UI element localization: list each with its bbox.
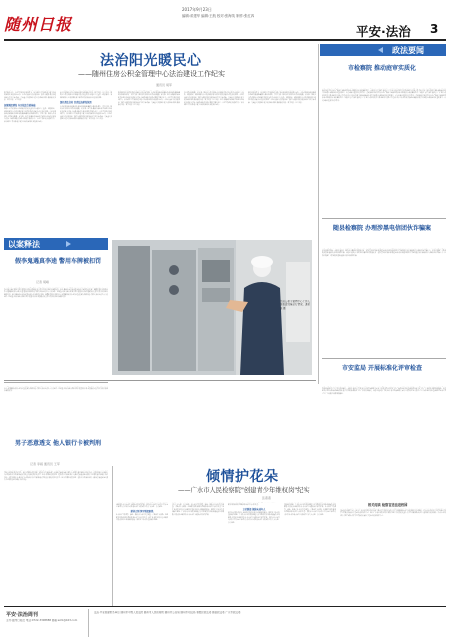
feature-subhead-1: 建章立制 筑牢制度防线 [130,510,154,514]
band-arrow-icon [66,241,71,247]
news-item-1-text: 本报讯 记者 张玲 通讯员 王军 近日,市检察院召开推进庭审实质化工作会议,要求全市检察机关强化证据意识,提升出庭能力,确保庭审在查明事实、认定证据中发挥决定性作用。会议强调,要以审判为中心,严格落实证据裁判原则,不断提高办案质量和效率。本报讯 记者 张玲 通讯员 王军 近日,市检察院召开推进庭审实质化工作会议,要求全市检察机关强化证据意识,提升出庭能力,确保庭审在查明事实、认定证据中发挥决定性作用。会议强调,要以审判为中心,严格落实证据裁判原则,不断提高办案质量和效率。本报讯 记者 张玲 通讯员 王军 近日,市检察院召开推进庭审实质化工作会议,要求全市检察机关强化证据意识,提升出庭能力,确保庭审在查明事实、认定证据中发挥决定性作用。会议强调,要以审判为中心,严格落实证据裁判原则,不断提高办案质量和效率。本报讯 记者 张玲 通讯员 王军 近日,市检察院召开推进庭审实质化工作会议,要求全市检察机关强化证据意识,提升出庭能力,确保庭审在查明事实、认定证据中发挥决定性作用。 [322,88,446,102]
footer-contact: 主办:随州日报社 电话:0722-3308888 邮箱:szrb@163.com [6,619,78,622]
news-2-headline: 随县检察院 办理涉黑电信团伙诈骗案 [332,225,432,232]
feature-sidebar-title: 相关阅读 检察官送法进校园 [368,503,408,507]
story-2-byline: 记者 李娟 通讯员 王军 [30,462,60,466]
footer-divider [88,609,89,637]
lead-column-5: 近年来,随州住房公积金管理中心以法治建设为引领,全面推进依法行政,不断提升服务水平。中心坚持把法治建设作为一项基础性工作来抓,建立健全各项规章制度,规范权力运行。中心不断深化放管服改革,优化审批流程,精简办事材料,推行一次性告知、限时办结等制度,让群众少跑腿、好办事。围绕七五普法规划,中心积极开展法治宣传活动,通过上门宣传、政策解读、案例讲解等方式,提高缴存职工和单位的法律意识,营造良好氛围。中心认真落实法治建设第一责任人职责,将法治建设纳入年度目标考核。完善重大决策程序,建立法律顾问制度,做到依法决策、科学决策、民主决策。 [248,90,316,104]
footer-paper-name: 平安·法治周刊 [6,612,38,618]
lead-bottom-rule [4,380,316,381]
news-item-2-text: 本报讯 通讯员 刘勇 近日,随县检察院依法对一起涉黑电信诈骗团伙提起公诉,该团伙通过网络平台虚构投资项目骗取被害人钱财,涉案金额巨大。检察官提醒广大群众提高警惕,谨防各类电信网络诈骗。本报讯 通讯员 刘勇 近日,随县检察院依法对一起涉黑电信诈骗团伙提起公诉,该团伙通过网络平台虚构投资项目骗取被害人钱财,涉案金额巨大。检察官提醒广大群众提高警惕,谨防各类电信网络诈骗。本报讯 通讯员 刘勇 近日,随县检察院依法对一起涉黑电信诈骗团伙提起公诉,该团伙通过网络平台虚构投资项目骗取被害人钱财,涉案金额巨大。检察官提醒广大群众提高警惕,谨防各类电信网络诈骗。 [322,248,446,257]
band-arrow-icon [378,47,383,53]
date-line: 2017年9月23日 [182,7,212,12]
feature-sidebar-text: 近日,广水市检察院检察官来到当地中学开展法治宣传,为学生讲解预防未成年人犯罪相关法律知识。活动中,检察官结合典型案例,引导学生增强法治意识,学会运用法律保护自己。近日,广水市检察院检察官来到当地中学开展法治宣传,为学生讲解预防未成年人犯罪相关法律知识。活动中,检察官结合典型案例,引导学生增强法治意识,学会运用法律保护自己。近日,广水市检察院检察官来到当地中学开展法治宣传,为学生讲解预防未成年人犯罪相关法律知识。活动中,检察官结合典型案例,引导学生增强法治意识,学会运用法律保护自己。 [340,508,446,517]
case-law-story-1-title [10,258,106,266]
lead-column-2: 中心认真落实法治建设第一责任人职责,将法治建设纳入年度目标考核。完善重大决策程序,建立法律顾问制度,做到依法决策、科学决策、民主决策。围绕七五普法规划,中心积极开展法治宣传活动,通过上门宣传、政策解读、案例讲解等方式,提高缴存职工和单位的法律意识,营造良好氛围。 深化普法宣传 营造法治建设氛围 中心不断深化放管服改革,优化审批流程,精简办事材料,推行一次性告知、限时办结等制度,让群众少跑腿、好办事。近年来,随州住房公积金管理中心以法治建设为引领,全面推进依法行政,不断提升服务水平。中心坚持把法治建设作为一项基础性工作来抓,建立健全各项规章制度,规范权力运行。中心认真落实法治建设第一责任人职责,将法治建设纳入年度目标考核。完善重大决策程序,建立法律顾问制度,做到依法决策、科学决策、民主决策。 [60,90,112,121]
news-item-3-text: 本报讯 通讯员 李明 近日,市安监局组织专家对全市部分企业开展安全生产标准化评审检查,督促企业落实安全生产主体责任,消除事故隐患。检查组要求企业对照标准逐项整改,建立长效机制,确保安全生产形势持续稳定。本报讯 通讯员 李明 近日,市安监局组织专家对全市部分企业开展安全生产标准化评审检查,督促企业落实安全生产主体责任,消除事故隐患。检查组要求企业对照标准逐项整改,建立长效机制,确保安全生产形势持续稳定。本报讯 通讯员 李明 近日,市安监局组织专家对全市部分企业开展安全生产标准化评审检查,督促企业落实安全生产主体责任,消除事故隐患。 [322,386,446,395]
footer-listings: 法治·平安创建联系单位 随州市中级人民法院 随州市人民检察院 随州市公安局 随州市司法局 曾都区政法委 随县政法委 广水市政法委 [94,611,241,614]
case-law-band [4,238,108,250]
lead-title: 法治阳光暖民心 [100,53,202,69]
lead-subhead-1: 加强制度建设 夯实依法行政基础 [4,103,36,107]
photo-caption: 住房公积金管理中心工作人员检查设备运行情况。通讯员 摄 [280,300,310,310]
news-1-headline: 市检察院 推动庭审实质化 [347,65,417,72]
lead-subtitle: ——随州住房公积金管理中心法治建设工作纪实 [78,70,225,78]
story-1-text: 近日,随州市公安局交警支队在日常巡查中发现一辆悬挂警用车牌的小车,交警随即对该车进行检查,发现车牌系伪造,驾驶人刘某无法出示合法证件。经调查,刘某为图方便私自购买假警用车牌,交警依法对其作出罚款并扣留车辆的处罚。近日,随州市公安局交警支队在日常巡查中发现一辆悬挂警用车牌的小车,交警随即对该车进行检查,发现车牌系伪造,驾驶人刘某无法出示合法证件。经调查,刘某为图方便私自购买假警用车牌,交警依法对其作出罚款并扣留车辆的处罚。近日,随州市公安局交警支队在日常巡查中发现一辆悬挂警用车牌的小车,交警随即对该车进行检查,发现车牌系伪造,驾驶人刘某无法出示合法证件。经调查,刘某为图方便私自购买假警用车牌,交警依法对其作出罚款并扣留车辆的处罚。 [4,287,108,299]
feature-title: 倾情护花朵 [206,469,279,485]
lead-subhead-2: 深化普法宣传 营造法治建设氛围 [60,101,92,105]
feature-column-2: 该院成立未成年人检察工作办公室,配备专门检察官,对涉及未成年人的案件实行专人办理、专门管理。在办案中坚持教育、感化、挽救方针,落实社会调查、合适成年人到场、心理疏导等特殊制度,帮助涉罪未成年人回归社会。近年来,该院检察官走进校园开展法治讲座,讲解校园欺凌、网络安全等内容,受到师生欢迎。广水市人民检察院以创建青少年维权岗为契机,积极履行检察职能,开展法治进校园活动,为未成年人健康成长保驾护航。 [172,502,224,516]
masthead-rule [4,39,446,41]
footer-rule [4,606,446,607]
lead-column-3: 围绕七五普法规划,中心积极开展法治宣传活动,通过上门宣传、政策解读、案例讲解等方式,提高缴存职工和单位的法律意识,营造良好氛围。中心不断深化放管服改革,优化审批流程,精简办事材料,推行一次性告知、限时办结等制度,让群众少跑腿、好办事。近年来,随州住房公积金管理中心以法治建设为引领,全面推进依法行政,不断提升服务水平。中心坚持把法治建设作为一项基础性工作来抓,建立健全各项规章制度,规范权力运行。中心认真落实法治建设第一责任人职责,将法治建设纳入年度目标考核。完善重大决策程序,建立法律顾问制度,做到依法决策、科学决策、民主决策。 [118,90,180,107]
editor-line: 编辑:邓建华 编辑:王航 校对:张海英 制作:张红四 [182,14,255,18]
news-band-label: 政法要闻 [392,46,424,55]
feature-column-4: 近年来,该院检察官走进校园开展法治讲座,讲解校园欺凌、网络安全等内容,受到师生欢迎。广水市人民检察院以创建青少年维权岗为契机,积极履行检察职能,开展法治进校园活动,为未成年人健康成长保驾护航。在办案中坚持教育、感化、挽救方针,落实社会调查、合适成年人到场、心理疏导等特殊制度,帮助涉罪未成年人回归社会。该院成立未成年人检察工作办公室,配备专门检察官,对涉及未成年人的案件实行专人办理、专门管理。 [284,502,336,516]
lead-column-1: 近年来,随州住房公积金管理中心以法治建设为引领,全面推进依法行政,不断提升服务水平。中心坚持把法治建设作为一项基础性工作来抓,建立健全各项规章制度,规范权力运行。中心认真落实法治建设第一责任人职责,将法治建设纳入年度目标考核。完善重大决策程序,建立法律顾问制度,做到依法决策、科学决策、民主决策。 加强制度建设 夯实依法行政基础 围绕七五普法规划,中心积极开展法治宣传活动,通过上门宣传、政策解读、案例讲解等方式,提高缴存职工和单位的法律意识,营造良好氛围。中心不断深化放管服改革,优化审批流程,精简办事材料,推行一次性告知、限时办结等制度,让群众少跑腿、好办事。近年来,随州住房公积金管理中心以法治建设为引领,全面推进依法行政,不断提升服务水平。中心坚持把法治建设作为一项基础性工作来抓,建立健全各项规章制度,规范权力运行。 [4,90,56,124]
left-divider [4,382,108,383]
story-2-headline: 男子恶意透支 他人银行卡被判刑 [14,440,102,447]
lead-column-4: 中心不断深化放管服改革,优化审批流程,精简办事材料,推行一次性告知、限时办结等制度,让群众少跑腿、好办事。围绕七五普法规划,中心积极开展法治宣传活动,通过上门宣传、政策解读、案例讲解等方式,提高缴存职工和单位的法律意识,营造良好氛围。中心认真落实法治建设第一责任人职责,将法治建设纳入年度目标考核。完善重大决策程序,建立法律顾问制度,做到依法决策、科学决策、民主决策。近年来,随州住房公积金管理中心以法治建设为引领,全面推进依法行政,不断提升服务水平。中心坚持把法治建设作为一项基础性工作来抓,建立健全各项规章制度,规范权力运行。 [184,90,244,107]
feature-subhead-2: 立足职能 保障未成年人 [242,507,266,511]
story-1-continued: 经调查,刘某为图方便私自购买假警用车牌,交警依法对其作出罚款并扣留车辆的处罚。近日,随州市公安局交警支队在日常巡查中发现一辆悬挂警用车牌的小车,交警随即对该车进行检查,发现车牌系伪造,驾驶人刘某无法出示合法证件。经调查,刘某为图方便私自购买假警用车牌,交警依法对其作出罚款并扣留车辆的处罚。 [4,386,108,393]
newspaper-logo: 随州日报 [4,15,73,34]
lead-photo [112,240,312,375]
news-3-headline: 市安监局 开展标准化评审检查 [341,365,423,372]
news-item-1-title [322,64,442,73]
feature-subtitle: ——广水市人民检察院"创建青少年维权岗"纪实 [178,487,310,494]
story-1-byline: 记者 胡峰 [36,280,49,284]
right-divider-2 [322,358,446,359]
feature-byline: 张燕燕 [262,496,272,500]
feature-column-1: 广水市人民检察院以创建青少年维权岗为契机,积极履行检察职能,开展法治进校园活动,为未成年人健康成长保驾护航。该院成立未成年人检察工作办公室,配备专门检察官,对涉及未成年人的案件实行专人办理、专门管理。 建章立制 筑牢制度防线 在办案中坚持教育、感化、挽救方针,落实社会调查、合适成年人到场、心理疏导等特殊制度,帮助涉罪未成年人回归社会。近年来,该院检察官走进校园开展法治讲座,讲解校园欺凌、网络安全等内容,受到师生欢迎。 [116,502,168,522]
right-divider-1 [322,218,446,219]
feature-column-3: 在办案中坚持教育、感化、挽救方针,落实社会调查、合适成年人到场、心理疏导等特殊制度,帮助涉罪未成年人回归社会。 立足职能 保障未成年人 近年来,该院检察官走进校园开展法治讲座,讲解校园欺凌、网络安全等内容,受到师生欢迎。广水市人民检察院以创建青少年维权岗为契机,积极履行检察职能,开展法治进校园活动,为未成年人健康成长保驾护航。该院成立未成年人检察工作办公室,配备专门检察官,对涉及未成年人的案件实行专人办理、专门管理。 [228,502,280,524]
news-item-2-title [322,224,442,233]
lead-byline: 通讯员 胡军 [156,83,172,87]
news-item-3-title [322,364,442,373]
column-separator [318,44,319,384]
feature-column-separator [112,466,113,606]
case-law-band-label: 以案释法 [8,240,40,249]
page-number: 3 [430,22,439,36]
case-law-story-2-title [10,440,106,448]
footer [4,609,446,637]
masthead [0,0,450,42]
story-1-headline: 假李鬼遇真李逵 警用车牌被扣罚 [14,258,102,265]
story-2-text: 近日,曾都区法院审理一起信用卡诈骗案,被告人张某恶意透支他人银行卡,经银行多次催收后仍不归还。法院审理认为,张某行为已构成信用卡诈骗罪,依法判处其有期徒刑并处罚金。近日,曾都区法院审理一起信用卡诈骗案,被告人张某恶意透支他人银行卡,经银行多次催收后仍不归还。法院审理认为,张某行为已构成信用卡诈骗罪,依法判处其有期徒刑并处罚金。近日,曾都区法院审理一起信用卡诈骗案,被告人张某恶意透支他人银行卡,经银行多次催收后仍不归还。法院审理认为,张某行为已构成信用卡诈骗罪,依法判处其有期徒刑并处罚金。近日,曾都区法院审理一起信用卡诈骗案,被告人张某恶意透支他人银行卡,经银行多次催收后仍不归还。 [4,470,108,482]
news-band [320,44,446,56]
section-title: 平安·法治 [356,24,411,39]
